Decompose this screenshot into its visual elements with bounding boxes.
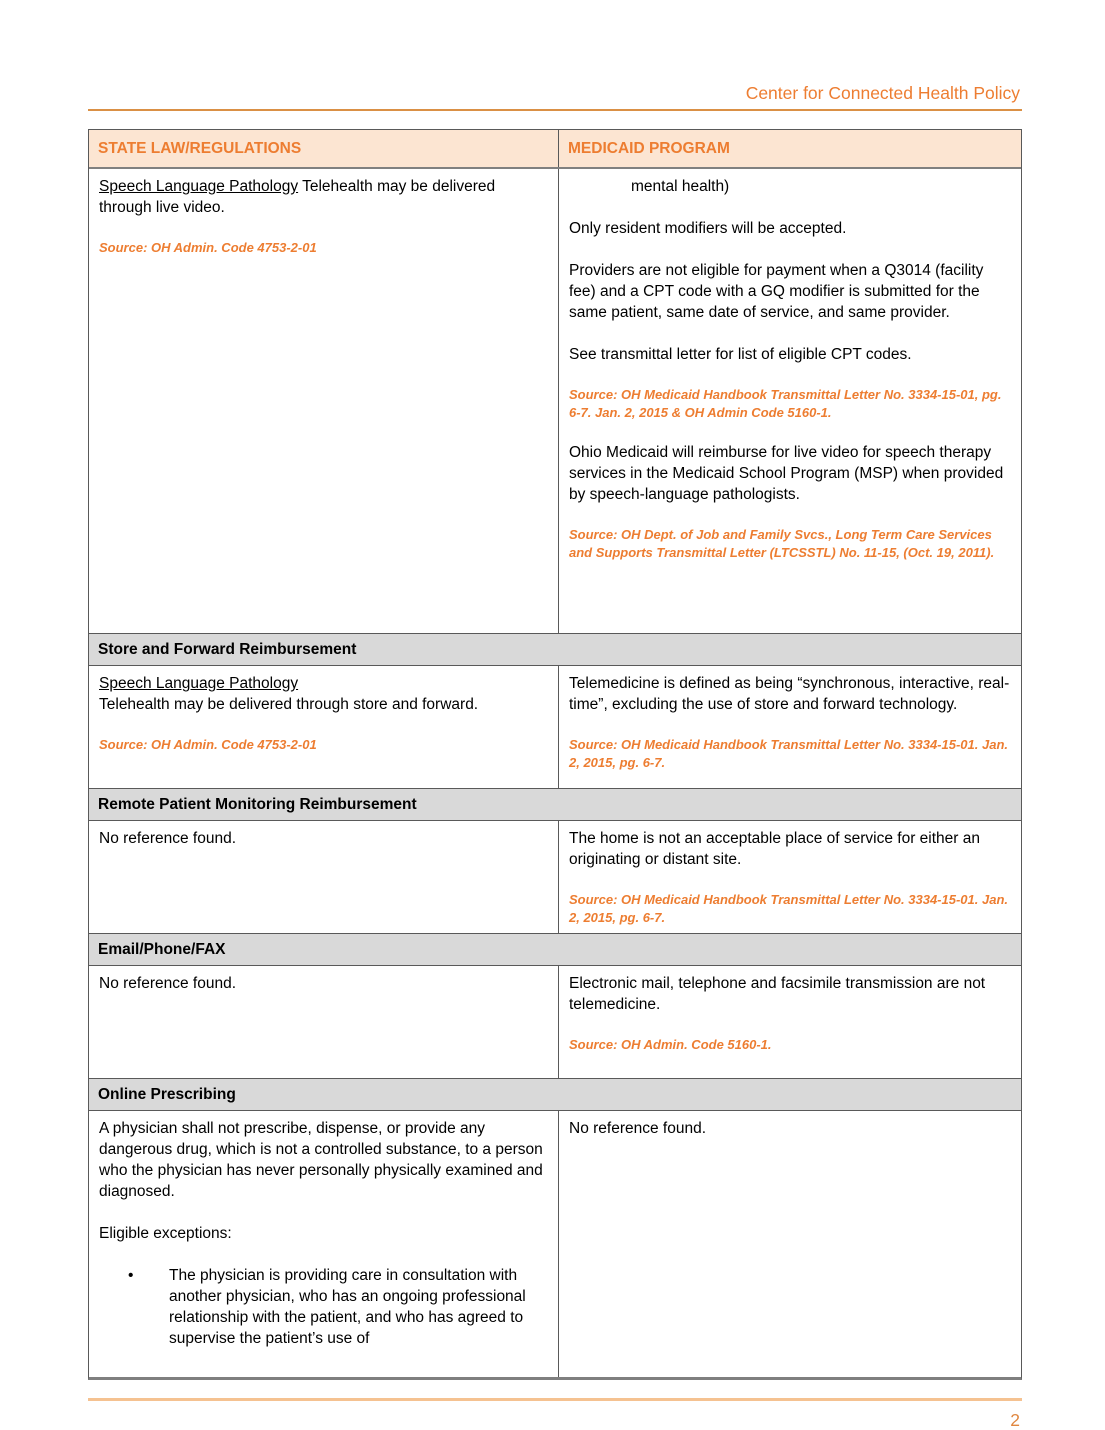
paragraph-prescribing-rule: A physician shall not prescribe, dispense, or provide any dangerous drug, which is not a controlled substance, to a person who the physician has never personally physically examined and diagnosed. bbox=[99, 1120, 543, 1200]
paragraph-no-reference: No reference found. bbox=[569, 1120, 707, 1137]
paragraph-eligible-exceptions: Eligible exceptions: bbox=[99, 1225, 232, 1242]
paragraph-no-reference: No reference found. bbox=[99, 975, 237, 992]
document-header bbox=[88, 0, 1022, 111]
page-number: 2 bbox=[1010, 1410, 1020, 1430]
paragraph-providers: Providers are not eligible for payment when a Q3014 (facility fee) and a CPT code with a GQ modifier is submitted for the same patient, same date of service, and same provider. bbox=[569, 262, 984, 321]
table-row-email-phone-fax bbox=[89, 966, 1021, 1078]
paragraph-continuation: mental health) bbox=[631, 178, 730, 195]
paragraph-modifiers: Only resident modifiers will be accepted. bbox=[569, 220, 847, 237]
paragraph-telemedicine-definition: Telemedicine is defined as being “synchronous, interactive, real-time”, excluding the use of store and forward technology. bbox=[569, 675, 1010, 713]
paragraph-home-site: The home is not an acceptable place of service for either an originating or distant site. bbox=[569, 830, 980, 868]
bullet-icon: • bbox=[128, 1267, 134, 1284]
underlined-heading: Speech Language Pathology bbox=[99, 178, 299, 195]
paragraph-no-reference: No reference found. bbox=[99, 830, 237, 847]
paragraph-heading bbox=[99, 673, 548, 694]
cell-medicaid-live-video bbox=[558, 169, 1021, 633]
table-header-row bbox=[89, 130, 1021, 169]
cell-state-law-email bbox=[89, 966, 558, 1078]
cell-medicaid-store-forward bbox=[558, 666, 1021, 788]
header-rule bbox=[88, 109, 1022, 111]
paragraph-text: Telehealth may be delivered through store and forward. bbox=[99, 696, 479, 713]
section-row-store-and-forward: Store and Forward Reimbursement bbox=[89, 633, 1021, 666]
source-citation: Source: OH Medicaid Handbook Transmittal Letter No. 3334-15-01. Jan. 2, 2015, pg. 6-7. bbox=[569, 737, 1008, 770]
cell-state-law-store-forward bbox=[89, 666, 558, 788]
paragraph-live-video bbox=[99, 176, 548, 218]
cell-state-law-rpm bbox=[89, 821, 558, 933]
paragraph-text: Telehealth may be delivered through live video. bbox=[99, 178, 496, 216]
cell-medicaid-email bbox=[558, 966, 1021, 1078]
source-citation: Source: OH Admin. Code 4753-2-01 bbox=[99, 240, 317, 255]
section-row-email-phone-fax: Email/Phone/FAX bbox=[89, 933, 1021, 966]
source-citation: Source: OH Medicaid Handbook Transmittal Letter No. 3334-15-01. Jan. 2, 2015, pg. 6-7. bbox=[569, 892, 1008, 925]
cell-state-law-live-video bbox=[89, 169, 558, 633]
table-row-store-forward bbox=[89, 666, 1021, 788]
bullet-text: The physician is providing care in consultation with another physician, who has an ongoing professional relationship with the patient, and who has agreed to supervise the patient’s use of bbox=[169, 1267, 526, 1347]
column-header-state-law: STATE LAW/REGULATIONS bbox=[98, 140, 302, 157]
page-content bbox=[88, 0, 1022, 1430]
cell-medicaid-rpm bbox=[558, 821, 1021, 933]
table-row-live-video bbox=[89, 169, 1021, 633]
table-row-rpm bbox=[89, 821, 1021, 933]
paragraph-transmittal: See transmittal letter for list of eligible CPT codes. bbox=[569, 346, 912, 363]
source-citation: Source: OH Admin. Code 5160-1. bbox=[569, 1037, 772, 1052]
bullet-list-item bbox=[99, 1265, 548, 1349]
column-header-medicaid: MEDICAID PROGRAM bbox=[558, 130, 1021, 167]
footer-rule bbox=[88, 1398, 1022, 1401]
organization-title: Center for Connected Health Policy bbox=[745, 83, 1020, 103]
section-row-remote-patient-monitoring: Remote Patient Monitoring Reimbursement bbox=[89, 788, 1021, 821]
cell-state-law-online-prescribing bbox=[89, 1111, 558, 1377]
document-footer bbox=[88, 1398, 1022, 1430]
paragraph-email-not-telemedicine: Electronic mail, telephone and facsimile transmission are not telemedicine. bbox=[569, 975, 986, 1013]
underlined-heading: Speech Language Pathology bbox=[99, 675, 299, 692]
source-citation: Source: OH Admin. Code 4753-2-01 bbox=[99, 737, 317, 752]
section-row-online-prescribing: Online Prescribing bbox=[89, 1078, 1021, 1111]
source-citation: Source: OH Medicaid Handbook Transmittal Letter No. 3334-15-01, pg. 6-7. Jan. 2, 2015 & OH Admin Code 5160-1. bbox=[569, 387, 1002, 420]
table-row-online-prescribing bbox=[89, 1111, 1021, 1377]
policy-table bbox=[88, 129, 1022, 1380]
source-citation: Source: OH Dept. of Job and Family Svcs., Long Term Care Services and Supports Transmittal Letter (LTCSSTL) No. 11-15, (Oct. 19, 2011). bbox=[569, 527, 995, 560]
cell-medicaid-online-prescribing bbox=[558, 1111, 1021, 1377]
paragraph-msp: Ohio Medicaid will reimburse for live video for speech therapy services in the Medicaid School Program (MSP) when provided by speech-language pathologists. bbox=[569, 444, 1004, 503]
